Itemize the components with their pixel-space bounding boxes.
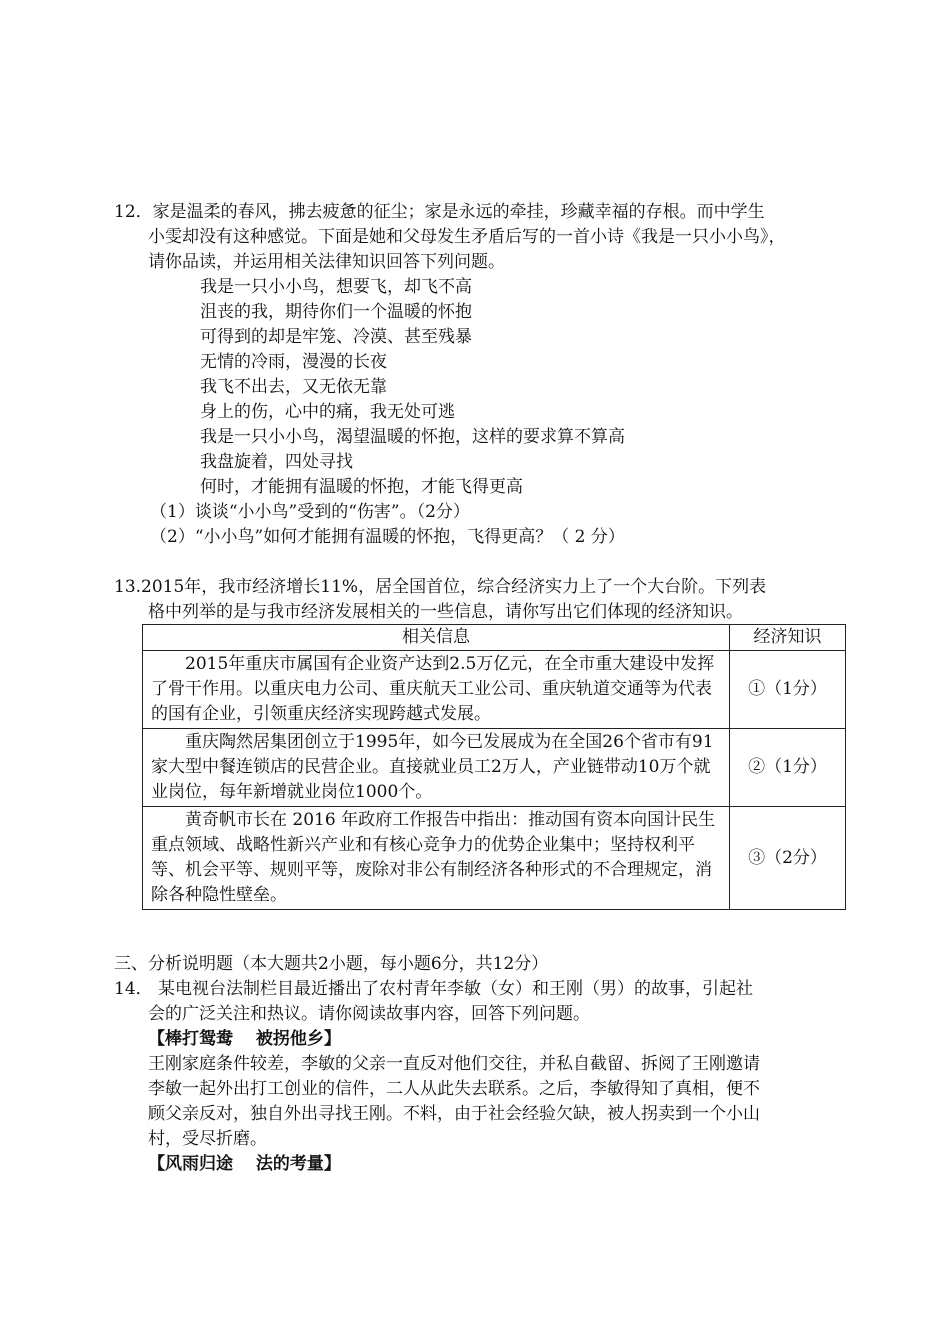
story-heading-1: 【棒打鸳鸯 被拐他乡】 bbox=[148, 1029, 341, 1049]
story-line-2: 李敏一起外出打工创业的信件，二人从此失去联系。之后，李敏得知了真相，便不 bbox=[148, 1079, 760, 1099]
story-heading-2: 【风雨归途 法的考量】 bbox=[148, 1154, 341, 1174]
poem-line-9: 何时，才能拥有温暖的怀抱，才能飞得更高 bbox=[200, 477, 523, 497]
poem-line-4: 无情的冷雨，漫漫的长夜 bbox=[200, 352, 387, 372]
story-line-3: 顾父亲反对，独自外出寻找王刚。不料，由于社会经验欠缺，被人拐卖到一个小山 bbox=[148, 1104, 760, 1124]
answer-cell: ①（1分） bbox=[730, 651, 846, 729]
q14-line-2: 会的广泛关注和热议。请你阅读故事内容，回答下列问题。 bbox=[148, 1004, 590, 1024]
q12-subquestion-2: （2）“小小鸟”如何才能拥有温暖的怀抱，飞得更高？（ 2 分） bbox=[150, 527, 625, 547]
poem-line-5: 我飞不出去，又无依无靠 bbox=[200, 377, 387, 397]
q12-subquestion-1: （1）谈谈“小小鸟”受到的“伤害”。（2分） bbox=[150, 502, 470, 522]
q12-line-3: 请你品读，并运用相关法律知识回答下列问题。 bbox=[148, 252, 505, 272]
table-row bbox=[143, 729, 846, 807]
poem-line-1: 我是一只小小鸟，想要飞，却飞不高 bbox=[200, 277, 472, 297]
poem-line-2: 沮丧的我，期待你们一个温暖的怀抱 bbox=[200, 302, 472, 322]
q13-line-1: 13.2015年，我市经济增长11%，居全国首位，综合经济实力上了一个大台阶。下列表 bbox=[114, 577, 767, 597]
q12-line-1: 12．家是温柔的春风，拂去疲惫的征尘；家是永远的牵挂，珍藏幸福的存根。而中学生 bbox=[114, 202, 765, 222]
poem-line-6: 身上的伤，心中的痛，我无处可逃 bbox=[200, 402, 455, 422]
q13-line-2: 格中列举的是与我市经济发展相关的一些信息，请你写出它们体现的经济知识。 bbox=[148, 602, 743, 622]
story-line-1: 王刚家庭条件较差，李敏的父亲一直反对他们交往，并私自截留、拆阅了王刚邀请 bbox=[148, 1054, 760, 1074]
story-line-4: 村，受尽折磨。 bbox=[148, 1129, 267, 1149]
info-cell: 黄奇帆市长在 2016 年政府工作报告中指出：推动国有资本向国计民生重点领域、战略性新兴产业和有核心竞争力的优势企业集中；坚持权利平等、机会平等、规则平等，废除对非公有制经济各种形式的不合理规定，消除各种隐性壁垒。 bbox=[143, 807, 730, 910]
table-row bbox=[143, 651, 846, 729]
table-header-row bbox=[143, 625, 846, 651]
economy-info-table bbox=[142, 624, 846, 910]
q12-line-2: 小雯却没有这种感觉。下面是她和父母发生矛盾后写的一首小诗《我是一只小小鸟》， bbox=[148, 227, 786, 247]
table-row bbox=[143, 807, 846, 910]
header-knowledge: 经济知识 bbox=[730, 625, 846, 651]
answer-cell: ②（1分） bbox=[730, 729, 846, 807]
section-3-title: 三、分析说明题（本大题共2小题，每小题6分，共12分） bbox=[114, 954, 549, 974]
poem-line-3: 可得到的却是牢笼、冷漠、甚至残暴 bbox=[200, 327, 472, 347]
poem-line-7: 我是一只小小鸟，渴望温暖的怀抱，这样的要求算不算高 bbox=[200, 427, 625, 447]
answer-cell: ③（2分） bbox=[730, 807, 846, 910]
poem-line-8: 我盘旋着，四处寻找 bbox=[200, 452, 353, 472]
header-info: 相关信息 bbox=[143, 625, 730, 651]
info-cell: 重庆陶然居集团创立于1995年，如今已发展成为在全国26个省市有91家大型中餐连锁店的民营企业。直接就业员工2万人，产业链带动10万个就业岗位，每年新增就业岗位1000个。 bbox=[143, 729, 730, 807]
q14-line-1: 14． 某电视台法制栏目最近播出了农村青年李敏（女）和王刚（男）的故事，引起社 bbox=[114, 979, 754, 999]
info-cell: 2015年重庆市属国有企业资产达到2.5万亿元，在全市重大建设中发挥了骨干作用。以重庆电力公司、重庆航天工业公司、重庆轨道交通等为代表的国有企业，引领重庆经济实现跨越式发展。 bbox=[143, 651, 730, 729]
